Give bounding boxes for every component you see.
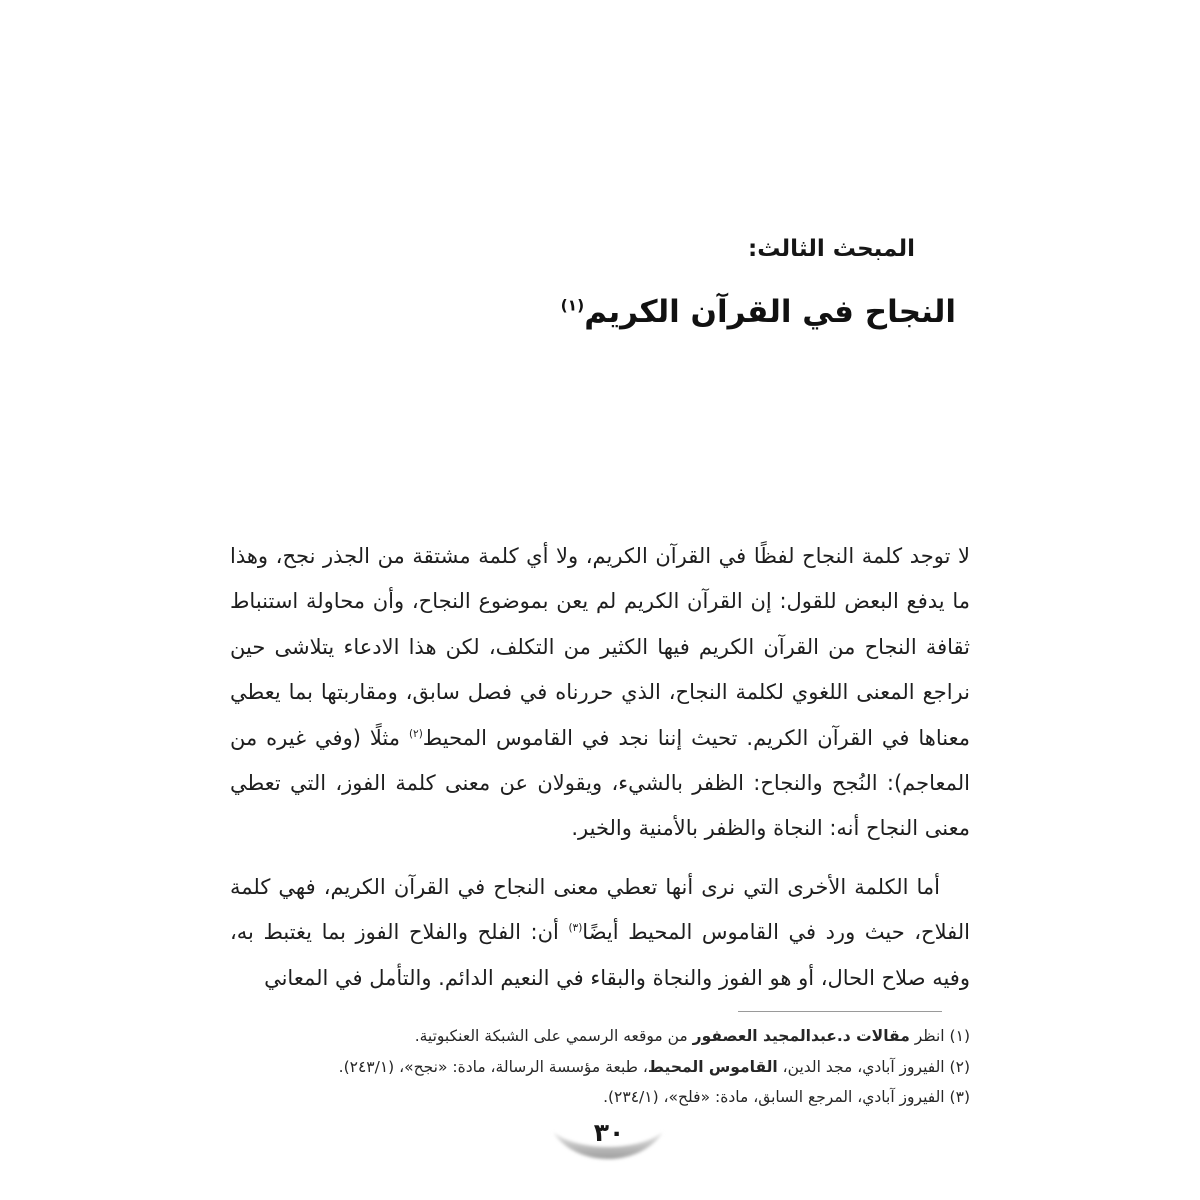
footnote-2-bold-text: القاموس المحيط: [647, 1057, 778, 1076]
footnote-1-text: انظر: [909, 1027, 945, 1046]
paragraph-2-text-cont: أن: الفلح والفلاح الفوز بما يغتبط به، وفيه صلاح الحال، أو هو الفوز والنجاة والبقاء في النعيم الدائم. والتأمل في المعاني: [230, 920, 970, 990]
page-title-text: النجاح في القرآن الكريم: [584, 294, 956, 330]
footnote-2-text-cont: ، طبعة مؤسسة الرسالة، مادة: «نجح»، (٢٤٣/١).: [338, 1057, 648, 1076]
footnote-3-text: الفيروز آبادي، المرجع السابق، مادة: «فلح»، (٢٣٤/١).: [603, 1088, 945, 1107]
footnote-1-text-cont: من موقعه الرسمي على الشبكة العنكبوتية.: [414, 1027, 693, 1046]
page-footer: [0, 1112, 1200, 1172]
body-text: [230, 534, 970, 1001]
paragraph-2-text: أما الكلمة الأخرى التي نرى أنها تعطي معنى النجاح في القرآن الكريم، فهي كلمة الفلاح، حيث ورد في القاموس المحيط أيضًا: [230, 874, 970, 945]
footnote-marker-2: (٢): [408, 727, 423, 740]
footnote-2-text: الفيروز آبادي، مجد الدين،: [777, 1057, 945, 1076]
page-number: ٣٠: [593, 1118, 625, 1147]
footnote-2-number: (٢): [944, 1057, 970, 1076]
paragraph-2: [230, 865, 970, 1001]
footnote-marker-3: (٣): [568, 922, 583, 935]
paragraph-1-text-cont: مثلًا (وفي غيره من المعاجم): النُجح والنجاح: الظفر بالشيء، ويقولان عن معنى كلمة الفوز، التي تعطي معنى النجاح أنه: النجاة والظفر بالأمنية والخير.: [230, 725, 970, 841]
paragraph-1: [230, 534, 970, 852]
footnote-separator: [738, 1011, 942, 1012]
title-footnote-marker: (١): [560, 296, 585, 315]
footnote-1-number: (١): [944, 1027, 970, 1046]
footnote-1: [230, 1021, 970, 1052]
page-title: [230, 288, 956, 336]
section-heading: المبحث الثالث:: [748, 236, 915, 262]
footnote-1-bold-text: مقالات د.عبدالمجيد العصفور: [692, 1027, 910, 1046]
page-content: [230, 230, 970, 1113]
footnote-2: [230, 1052, 970, 1083]
footnotes-section: [230, 1011, 970, 1113]
footnote-3: [230, 1082, 970, 1113]
paragraph-1-text: لا توجد كلمة النجاح لفظًا في القرآن الكريم، ولا أي كلمة مشتقة من الجذر نجح، وهذا ما يدفع البعض للقول: إن القرآن الكريم لم يعن بموضوع النجاح، وأن محاولة استنباط ثقافة النجاح من القرآن الكريم فيها الكثير من التكلف، لكن هذا الادعاء يتلاشى حين نراجع المعنى اللغوي لكلمة النجاح، الذي حررناه في فصل سابق، ومقاربتها بما يعطي معناها في القرآن الكريم. تحيث إننا نجد في القاموس المحيط: [230, 544, 970, 750]
footnote-3-number: (٣): [944, 1088, 970, 1107]
